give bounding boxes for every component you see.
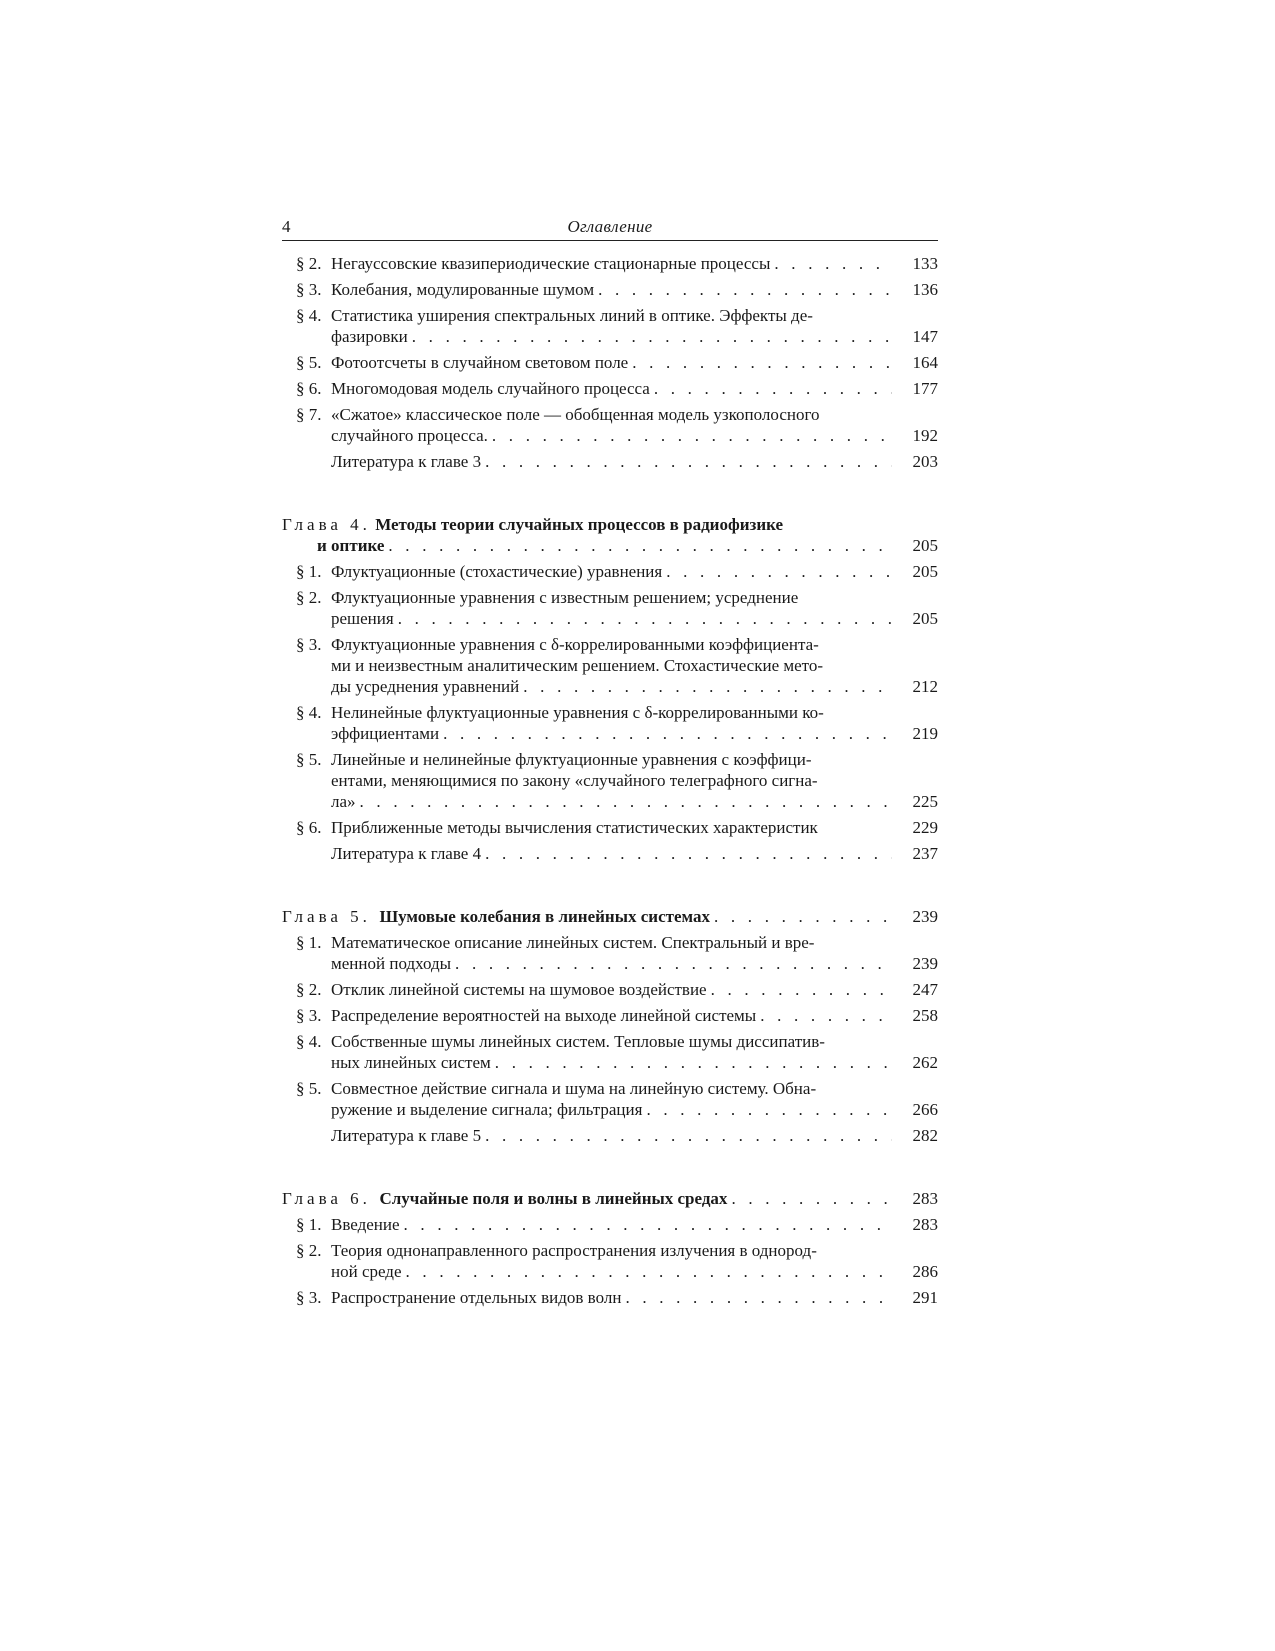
entry-title-line: Линейные и нелинейные флуктуационные уравнения с коэффици- — [331, 750, 812, 769]
entry-title: Многомодовая модель случайного процесса — [331, 379, 650, 398]
entry-title: решения — [331, 609, 394, 628]
toc-literature-entry[interactable] — [282, 1125, 938, 1146]
entry-title: Колебания, модулированные шумом — [331, 280, 595, 299]
section-number: § 1. — [296, 562, 322, 581]
running-title: Оглавление — [567, 217, 653, 236]
chapter-label: Глава 5. — [282, 907, 371, 926]
entry-title: ла» — [331, 792, 356, 811]
toc-section-entry[interactable] — [282, 749, 938, 812]
entry-last-line — [331, 1099, 892, 1120]
entry-last-line — [331, 253, 892, 274]
page-ref: 212 — [912, 677, 938, 696]
dot-leader — [666, 561, 892, 582]
entry-title-line: Флуктуационные уравнения с δ-коррелированными коэффициента- — [331, 635, 819, 654]
page-ref: 286 — [912, 1262, 938, 1281]
section-number: § 2. — [296, 980, 322, 999]
section-number: § 4. — [296, 703, 322, 722]
entry-last-line — [331, 561, 892, 582]
entry-last-line — [331, 326, 892, 347]
page-ref: 283 — [912, 1189, 938, 1208]
dot-leader — [760, 1005, 892, 1026]
dot-leader — [711, 979, 892, 1000]
page-ref: 229 — [912, 818, 938, 837]
entry-title: ды усреднения уравнений — [331, 677, 520, 696]
entry-title-line: Собственные шумы линейных систем. Тепловые шумы диссипатив- — [331, 1032, 825, 1051]
page-ref: 205 — [912, 562, 938, 581]
section-number: § 7. — [296, 405, 322, 424]
entry-last-line — [282, 906, 892, 927]
toc-literature-entry[interactable] — [282, 451, 938, 472]
dot-leader — [485, 843, 892, 864]
entry-title-line: Совместное действие сигнала и шума на линейную систему. Обна- — [331, 1079, 817, 1098]
toc-section-entry[interactable] — [282, 1287, 938, 1308]
dot-leader — [654, 378, 892, 399]
page-ref: 205 — [912, 536, 938, 555]
entry-title: Негауссовские квазипериодические стационарные процессы — [331, 254, 771, 273]
entry-last-line — [331, 352, 892, 373]
chapter-title: Шумовые колебания в линейных системах — [379, 907, 710, 926]
section-number: § 1. — [296, 933, 322, 952]
spacer — [371, 1188, 380, 1209]
dot-leader — [404, 1214, 892, 1235]
dot-leader — [485, 451, 892, 472]
dot-leader — [731, 1188, 892, 1209]
entry-last-line — [331, 1052, 892, 1073]
toc-section-entry[interactable] — [282, 561, 938, 582]
page-ref: 219 — [912, 724, 938, 743]
entry-title: эффициентами — [331, 724, 440, 743]
entry-title: ной среде — [331, 1262, 402, 1281]
toc-section-entry[interactable] — [282, 352, 938, 373]
entry-title-line: Математическое описание линейных систем. Спектральный и вре- — [331, 933, 815, 952]
toc-section-entry[interactable] — [282, 1214, 938, 1235]
entry-title: менной подходы — [331, 954, 452, 973]
entry-title: ружение и выделение сигнала; фильтрация — [331, 1100, 643, 1119]
section-number: § 2. — [296, 254, 322, 273]
section-number: § 4. — [296, 1032, 322, 1051]
entry-title-line: «Сжатое» классическое поле — обобщенная модель узкополосного — [331, 405, 820, 424]
dot-leader — [495, 1052, 892, 1073]
section-number: § 3. — [296, 1006, 322, 1025]
entry-last-line — [331, 378, 892, 399]
page-ref: 147 — [912, 327, 938, 346]
toc-chapter-entry[interactable] — [282, 906, 938, 927]
chapter-label: Глава 4. — [282, 515, 371, 534]
toc-section-entry[interactable] — [282, 1031, 938, 1073]
dot-leader — [398, 608, 892, 629]
dot-leader — [625, 1287, 892, 1308]
entry-title: фазировки — [331, 327, 408, 346]
entry-last-line — [282, 1188, 892, 1209]
chapter-label: Глава 6. — [282, 1189, 371, 1208]
toc-section-entry[interactable] — [282, 634, 938, 697]
page-ref: 291 — [912, 1288, 938, 1307]
chapter-title: Методы теории случайных процессов в радиофизике — [375, 515, 784, 534]
page-ref: 203 — [912, 452, 938, 471]
page-ref: 283 — [912, 1215, 938, 1234]
entry-last-line — [331, 1005, 892, 1026]
toc-chapter-entry[interactable] — [282, 1188, 938, 1209]
entry-last-line — [331, 279, 892, 300]
dot-leader — [598, 279, 892, 300]
entry-last-line — [331, 953, 892, 974]
section-number: § 3. — [296, 280, 322, 299]
chapter-title: Случайные поля и волны в линейных средах — [379, 1189, 728, 1208]
page-ref: 136 — [912, 280, 938, 299]
chapter-title: и оптике — [317, 536, 385, 555]
entry-last-line — [331, 1214, 892, 1235]
spacer — [371, 906, 380, 927]
toc-section-entry[interactable] — [282, 305, 938, 347]
toc-section-entry[interactable] — [282, 1005, 938, 1026]
entry-title-line: Статистика уширения спектральных линий в оптике. Эффекты де- — [331, 306, 813, 325]
toc-section-entry[interactable] — [282, 378, 938, 399]
running-head — [282, 214, 938, 241]
page-ref: 247 — [912, 980, 938, 999]
dot-leader — [406, 1261, 892, 1282]
section-number: § 5. — [296, 353, 322, 372]
section-number: § 6. — [296, 818, 322, 837]
page-ref: 192 — [912, 426, 938, 445]
section-number: § 5. — [296, 750, 322, 769]
section-number: § 1. — [296, 1215, 322, 1234]
entry-title-line: Флуктуационные уравнения с известным решением; усреднение — [331, 588, 799, 607]
dot-leader — [388, 535, 892, 556]
entry-last-line — [331, 979, 892, 1000]
entry-last-line — [331, 1287, 892, 1308]
entry-title: ных линейных систем — [331, 1053, 491, 1072]
entry-title-line: Теория однонаправленного распространения излучения в однород- — [331, 1241, 817, 1260]
dot-leader — [523, 676, 892, 697]
toc-section-entry[interactable] — [282, 702, 938, 744]
page-ref: 133 — [912, 254, 938, 273]
page-ref: 237 — [912, 844, 938, 863]
entry-last-line — [331, 451, 892, 472]
page — [282, 214, 938, 1313]
toc-section-entry[interactable] — [282, 817, 938, 838]
toc-section-entry[interactable] — [282, 587, 938, 629]
dot-leader — [360, 791, 892, 812]
table-of-contents — [282, 253, 938, 1308]
section-number: § 2. — [296, 588, 322, 607]
toc-literature-entry[interactable] — [282, 843, 938, 864]
page-number: 4 — [282, 217, 291, 236]
page-ref: 258 — [912, 1006, 938, 1025]
entry-title: Литература к главе 4 — [331, 844, 482, 863]
toc-section-entry[interactable] — [282, 932, 938, 974]
section-number: § 3. — [296, 1288, 322, 1307]
entry-title: Флуктуационные (стохастические) уравнения — [331, 562, 663, 581]
entry-last-line — [331, 817, 892, 838]
section-number: § 4. — [296, 306, 322, 325]
entry-title-line: Нелинейные флуктуационные уравнения с δ-коррелированными ко- — [331, 703, 824, 722]
toc-section-entry[interactable] — [282, 979, 938, 1000]
chapter-title-line — [282, 514, 892, 535]
entry-last-line — [282, 535, 892, 556]
entry-title: Фотоотсчеты в случайном световом поле — [331, 353, 629, 372]
page-ref: 282 — [912, 1126, 938, 1145]
dot-leader — [443, 723, 892, 744]
toc-section-entry[interactable] — [282, 253, 938, 274]
page-ref: 164 — [912, 353, 938, 372]
page-ref: 266 — [912, 1100, 938, 1119]
section-number: § 5. — [296, 1079, 322, 1098]
dot-leader — [774, 253, 892, 274]
toc-chapter-entry[interactable] — [282, 514, 938, 556]
section-number: § 2. — [296, 1241, 322, 1260]
page-ref: 262 — [912, 1053, 938, 1072]
entry-last-line — [331, 676, 892, 697]
entry-last-line — [331, 425, 892, 446]
dot-leader — [632, 352, 892, 373]
entry-last-line — [331, 608, 892, 629]
page-ref: 239 — [912, 954, 938, 973]
entry-last-line — [331, 1261, 892, 1282]
entry-title: Отклик линейной системы на шумовое воздействие — [331, 980, 707, 999]
page-ref: 205 — [912, 609, 938, 628]
dot-leader — [646, 1099, 892, 1120]
dot-leader — [492, 425, 892, 446]
dot-leader — [412, 326, 892, 347]
toc-section-entry[interactable] — [282, 1078, 938, 1120]
toc-section-entry[interactable] — [282, 1240, 938, 1282]
entry-last-line — [331, 791, 892, 812]
page-ref: 225 — [912, 792, 938, 811]
entry-title-line: ентами, меняющимися по закону «случайного телеграфного сигна- — [331, 771, 818, 790]
section-number: § 6. — [296, 379, 322, 398]
entry-title: случайного процесса. — [331, 426, 488, 445]
page-ref: 239 — [912, 907, 938, 926]
toc-section-entry[interactable] — [282, 404, 938, 446]
entry-title: Распределение вероятностей на выходе линейной системы — [331, 1006, 757, 1025]
dot-leader — [485, 1125, 892, 1146]
entry-title: Введение — [331, 1215, 400, 1234]
entry-last-line — [331, 1125, 892, 1146]
toc-section-entry[interactable] — [282, 279, 938, 300]
page-ref: 177 — [912, 379, 938, 398]
dot-leader — [714, 906, 892, 927]
dot-leader — [455, 953, 892, 974]
entry-title: Литература к главе 3 — [331, 452, 482, 471]
entry-title-line: ми и неизвестным аналитическим решением. Стохастические мето- — [331, 656, 824, 675]
entry-title: Распространение отдельных видов волн — [331, 1288, 622, 1307]
entry-last-line — [331, 723, 892, 744]
entry-title: Приближенные методы вычисления статистических характеристик — [331, 818, 818, 837]
entry-last-line — [331, 843, 892, 864]
entry-title: Литература к главе 5 — [331, 1126, 482, 1145]
section-number: § 3. — [296, 635, 322, 654]
